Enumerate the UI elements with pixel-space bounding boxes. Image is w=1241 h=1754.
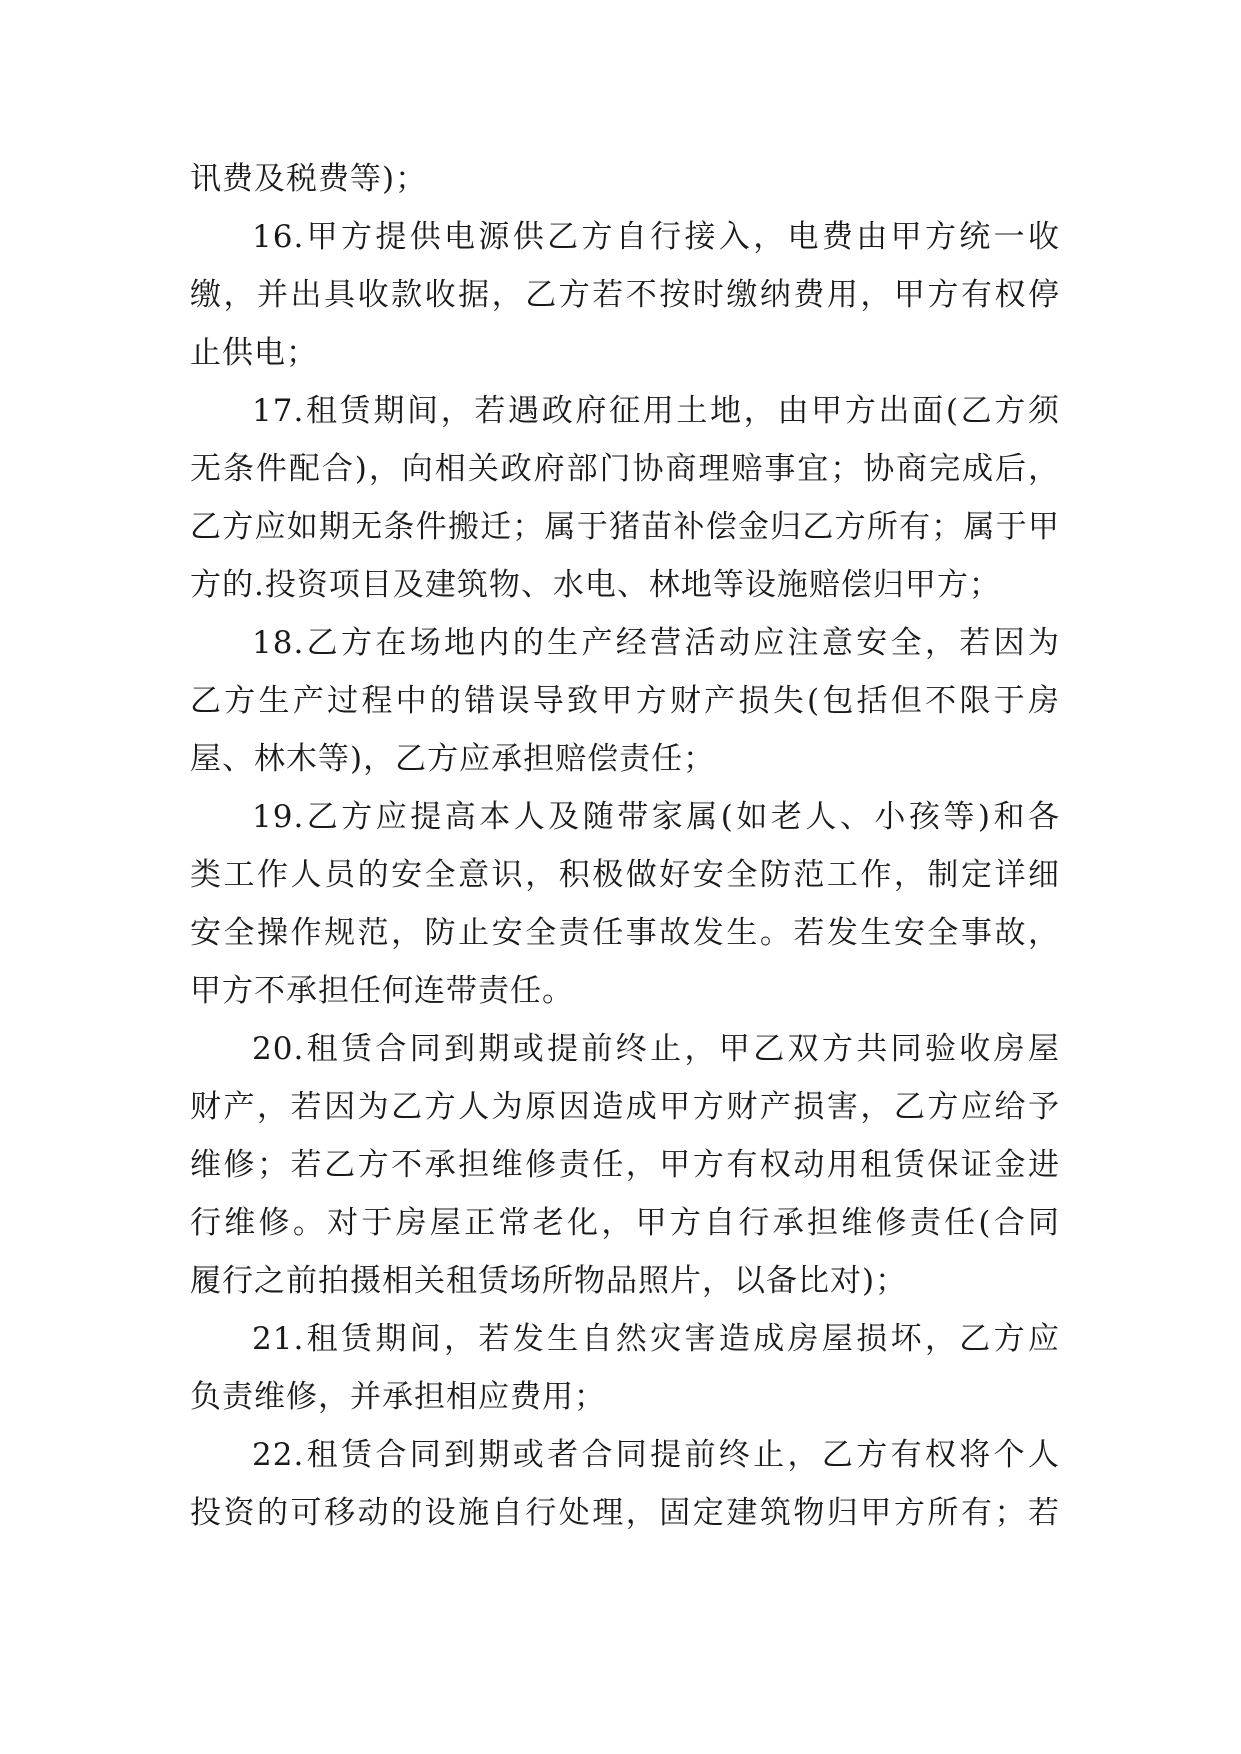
- clause-19-line: 19.乙方应提高本人及随带家属(如老人、小孩等)和各: [252, 799, 1060, 835]
- clause-17-line: 17.租赁期间，若遇政府征用土地，由甲方出面(乙方须: [252, 393, 1060, 429]
- text-line: 行维修。对于房屋正常老化，甲方自行承担维修责任(合同: [190, 1205, 1060, 1241]
- text-line: 屋、林木等)，乙方应承担赔偿责任；: [190, 741, 716, 777]
- text-line: 无条件配合)，向相关政府部门协商理赔事宜；协商完成后，: [190, 451, 1060, 487]
- text-line: 讯费及税费等)；: [190, 161, 428, 197]
- text-line: 维修；若乙方不承担维修责任，甲方有权动用租赁保证金进: [190, 1147, 1060, 1183]
- text-line: 类工作人员的安全意识，积极做好安全防范工作，制定详细: [190, 857, 1060, 893]
- clause-22-line: 22.租赁合同到期或者合同提前终止，乙方有权将个人: [252, 1437, 1060, 1473]
- text-line: 缴，并出具收款收据，乙方若不按时缴纳费用，甲方有权停: [190, 277, 1060, 313]
- text-line: 财产，若因为乙方人为原因造成甲方财产损害，乙方应给予: [190, 1089, 1060, 1125]
- contract-text: [190, 150, 1060, 1542]
- text-line: 甲方不承担任何连带责任。: [190, 973, 574, 1009]
- clause-20-line: 20.租赁合同到期或提前终止，甲乙双方共同验收房屋: [252, 1031, 1060, 1067]
- text-line: 安全操作规范，防止安全责任事故发生。若发生安全事故，: [190, 915, 1060, 951]
- text-line: 投资的可移动的设施自行处理，固定建筑物归甲方所有；若: [190, 1495, 1060, 1531]
- text-line: 止供电；: [190, 335, 318, 371]
- clause-21-line: 21.租赁期间，若发生自然灾害造成房屋损坏，乙方应: [252, 1321, 1060, 1357]
- clause-18-line: 18.乙方在场地内的生产经营活动应注意安全，若因为: [252, 625, 1060, 661]
- text-line: 负责维修，并承担相应费用；: [190, 1379, 606, 1415]
- text-line: 履行之前拍摄相关租赁场所物品照片，以备比对)；: [190, 1263, 908, 1299]
- text-line: 乙方生产过程中的错误导致甲方财产损失(包括但不限于房: [190, 683, 1060, 719]
- clause-16-line: 16.甲方提供电源供乙方自行接入，电费由甲方统一收: [252, 219, 1060, 255]
- text-line: 乙方应如期无条件搬迁；属于猪苗补偿金归乙方所有；属于甲: [190, 509, 1060, 545]
- text-line: 方的.投资项目及建筑物、水电、林地等设施赔偿归甲方；: [190, 567, 1001, 603]
